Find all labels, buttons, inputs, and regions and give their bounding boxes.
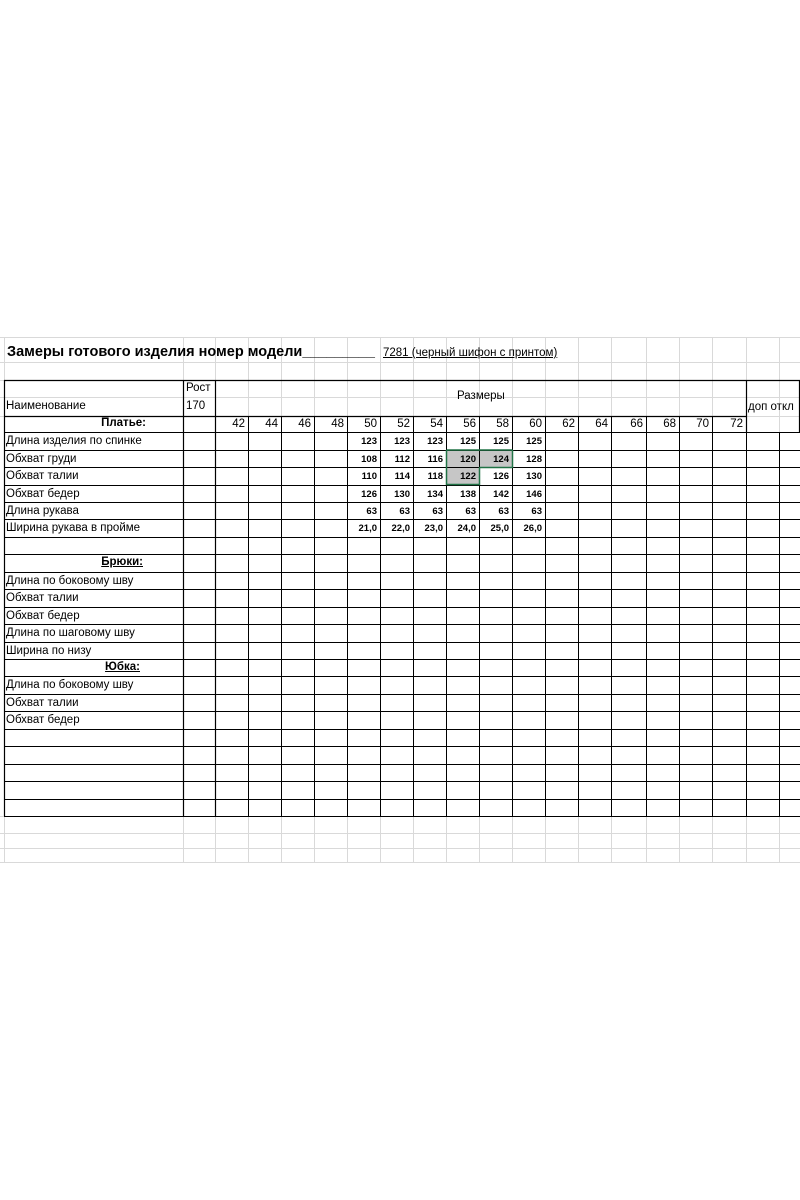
measurement-value: 21,0 (358, 523, 377, 534)
measurement-value: 112 (394, 454, 410, 465)
measurement-value: 138 (460, 489, 476, 500)
measurement-value: 22,0 (391, 523, 410, 534)
size-header: 62 (562, 418, 575, 430)
size-header: 72 (730, 418, 743, 430)
section-skirt: Юбка: (105, 661, 140, 673)
section-dress: Платье: (101, 417, 146, 429)
measurement-value: 24,0 (457, 523, 476, 534)
measurement-value: 128 (526, 454, 542, 465)
measurement-value: 126 (361, 489, 377, 500)
measurement-value: 125 (460, 436, 476, 447)
row-label: Длина изделия по спинке (6, 435, 142, 447)
measurement-value: 125 (493, 436, 509, 447)
column-header-name: Наименование (6, 400, 86, 412)
measurement-value: 63 (432, 506, 443, 517)
measurement-value: 134 (427, 489, 443, 500)
size-header: 50 (364, 418, 377, 430)
row-label: Ширина по низу (6, 645, 92, 657)
measurement-value: 126 (493, 471, 509, 482)
row-label: Обхват талии (6, 592, 79, 604)
size-header: 60 (529, 418, 542, 430)
measurement-value: 108 (361, 454, 377, 465)
row-label: Длина по боковому шву (6, 575, 134, 587)
measurement-value: 116 (427, 454, 443, 465)
height-value: 170 (186, 400, 206, 412)
measurement-value: 122 (460, 471, 476, 482)
row-label: Обхват груди (6, 453, 77, 465)
measurement-value: 120 (460, 454, 476, 465)
sheet-title: Замеры готового изделия номер модели_________ (7, 344, 375, 360)
section-pants: Брюки: (101, 556, 143, 568)
column-header-sizes: Размеры (457, 390, 505, 402)
column-header-height: Рост (186, 382, 211, 394)
row-label: Обхват талии (6, 470, 79, 482)
measurement-value: 142 (493, 489, 509, 500)
size-header: 64 (595, 418, 608, 430)
measurement-value: 63 (399, 506, 410, 517)
size-header: 54 (430, 418, 443, 430)
size-header: 42 (232, 418, 245, 430)
row-label: Ширина рукава в пройме (6, 522, 141, 534)
measurement-value: 110 (361, 471, 377, 482)
size-header: 70 (696, 418, 709, 430)
size-header: 58 (496, 418, 509, 430)
row-label: Обхват бедер (6, 714, 80, 726)
measurement-value: 146 (526, 489, 542, 500)
size-header: 56 (463, 418, 476, 430)
model-number: 7281 (черный шифон с принтом) (383, 347, 558, 359)
measurement-value: 125 (526, 436, 542, 447)
row-label: Длина по боковому шву (6, 679, 134, 691)
measurement-value: 130 (394, 489, 410, 500)
measurement-value: 63 (498, 506, 509, 517)
measurement-value: 118 (427, 471, 443, 482)
size-header: 46 (298, 418, 311, 430)
size-header: 44 (265, 418, 278, 430)
measurement-value: 63 (531, 506, 542, 517)
size-header: 52 (397, 418, 410, 430)
row-label: Длина по шаговому шву (6, 627, 135, 639)
measurement-value: 123 (427, 436, 443, 447)
measurement-value: 63 (465, 506, 476, 517)
measurement-value: 123 (394, 436, 410, 447)
row-label: Длина рукава (6, 505, 79, 517)
column-header-extra: доп откл (748, 401, 794, 413)
measurement-value: 63 (366, 506, 377, 517)
size-header: 68 (663, 418, 676, 430)
measurement-value: 124 (493, 454, 509, 465)
measurement-value: 25,0 (490, 523, 509, 534)
measurement-value: 123 (361, 436, 377, 447)
row-label: Обхват бедер (6, 488, 80, 500)
size-header: 48 (331, 418, 344, 430)
measurement-value: 23,0 (424, 523, 443, 534)
measurement-value: 130 (526, 471, 542, 482)
size-header: 66 (630, 418, 643, 430)
row-label: Обхват бедер (6, 610, 80, 622)
row-label: Обхват талии (6, 697, 79, 709)
measurement-value: 114 (394, 471, 410, 482)
measurement-value: 26,0 (523, 523, 542, 534)
